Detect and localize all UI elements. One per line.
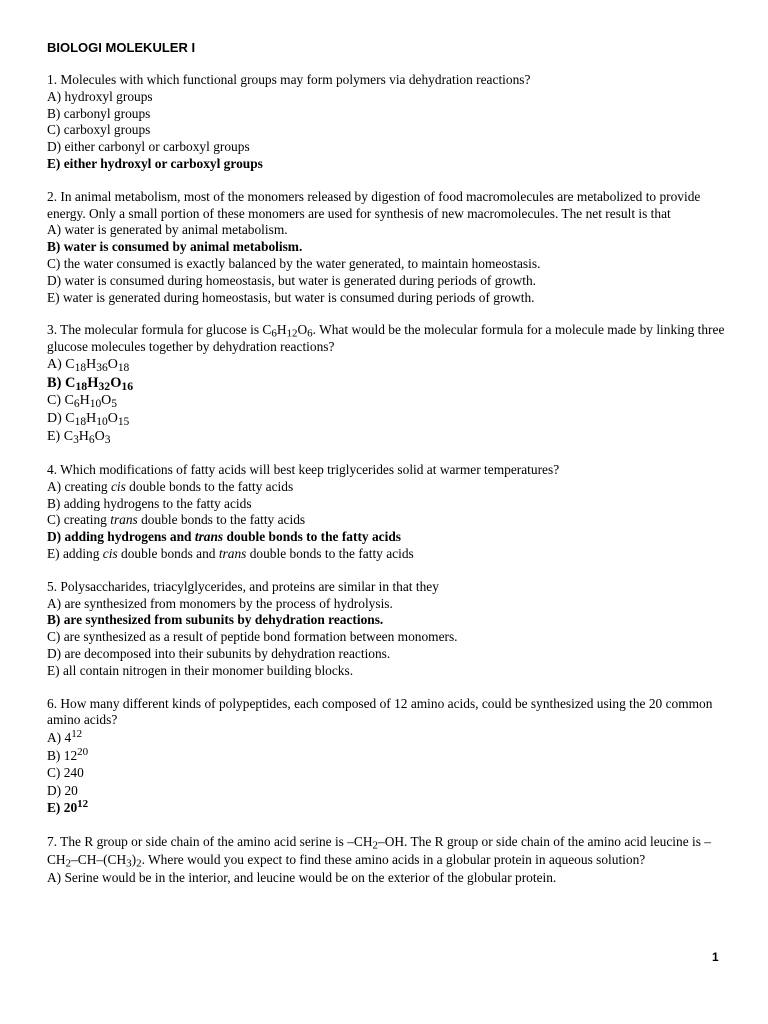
question-6 (47, 696, 737, 817)
q4-option-e: E) adding cis double bonds and trans double bonds to the fatty acids (47, 545, 414, 561)
q2-option-d: D) water is consumed during homeostasis, but water is generated during periods of growth. (47, 272, 537, 288)
question-1-text: 1. Molecules with which functional groups may form polymers via dehydration reactions? (47, 72, 531, 87)
question-5 (47, 579, 737, 680)
q4-option-c: C) creating trans double bonds to the fatty acids (47, 512, 306, 528)
question-2-text: 2. In animal metabolism, most of the monomers released by digestion of food macromolecules are metabolized to provide energy. Only a small portion of these monomers are used for synthesis of new macromolecules. The net result is that (47, 188, 701, 221)
question-7 (47, 833, 737, 887)
q6-option-b: B) $12^{20}$ (47, 745, 89, 763)
question-4 (47, 462, 737, 563)
q2-option-c: C) the water consumed is exactly balanced by the water generated, to maintain homeostasis. (47, 255, 541, 271)
question-2 (47, 189, 737, 307)
q3-option-b-answer: B) $C_{18}H_{32}O_{16}$ (47, 374, 134, 393)
q5-option-b-answer: B) are synthesized from subunits by dehydration reactions. (47, 612, 384, 628)
q2-option-a: A) water is generated by animal metabolism. (47, 222, 288, 238)
q3-option-d: D) $C_{18}H_{10}O_{15}$ (47, 410, 130, 428)
q4-option-b: B) adding hydrogens to the fatty acids (47, 495, 252, 511)
question-1 (47, 72, 737, 173)
document-page (47, 40, 737, 902)
q7-option-a: A) Serine would be in the interior, and leucine would be on the exterior of the globular protein. (47, 869, 557, 885)
question-7-text: 7. The R group or side chain of the amino acid serine is $-CH_2-OH$. The R group or side chain of the amino acid leucine is $-CH_2-CH-(CH_3)_2$. Where would you expect to find these amino acids in a globular protein in aqueous solution? (47, 833, 711, 870)
q3-option-e: E) $C_3H_6O_3$ (47, 428, 111, 446)
question-3 (47, 322, 737, 446)
q6-option-d: D) 20 (47, 782, 78, 798)
q2-option-b-answer: B) water is consumed by animal metabolism. (47, 239, 303, 255)
question-4-text: 4. Which modifications of fatty acids will best keep triglycerides solid at warmer temperatures? (47, 461, 560, 477)
q2-option-e: E) water is generated during homeostasis, but water is consumed during periods of growth. (47, 289, 535, 305)
q4-option-d-answer: D) adding hydrogens and trans double bonds to the fatty acids (47, 529, 401, 545)
question-6-text: 6. How many different kinds of polypeptides, each composed of 12 amino acids, could be synthesized using the 20 common amino acids? (47, 695, 713, 728)
q1-option-c: C) carboxyl groups (47, 122, 151, 138)
question-3-text: 3. The molecular formula for glucose is $C_6H_{12}O_6$. What would be the molecular formula for a molecule made by linking three glucose molecules together by dehydration reactions? (47, 322, 725, 355)
q6-option-e-answer: E) $20^{12}$ (47, 798, 89, 816)
q5-option-e: E) all contain nitrogen in their monomer building blocks. (47, 662, 354, 678)
q3-option-c: C) $C_6H_{10}O_5$ (47, 392, 118, 410)
q6-option-c: C) 240 (47, 765, 84, 781)
q1-option-a: A) hydroxyl groups (47, 88, 153, 104)
q5-option-d: D) are decomposed into their subunits by dehydration reactions. (47, 645, 391, 661)
q4-option-a: A) creating cis double bonds to the fatty acids (47, 478, 294, 494)
question-5-text: 5. Polysaccharides, triacylglycerides, and proteins are similar in that they (47, 578, 439, 594)
q6-option-a: A) $4^{12}$ (47, 728, 83, 746)
document-title: BIOLOGI MOLEKULER I (47, 40, 196, 55)
q1-option-b: B) carbonyl groups (47, 105, 151, 121)
q1-option-e-answer: E) either hydroxyl or carboxyl groups (47, 155, 263, 171)
page-number: 1 (712, 950, 719, 964)
q5-option-c: C) are synthesized as a result of peptide bond formation between monomers. (47, 629, 458, 645)
q3-option-a: A) $C_{18}H_{36}O_{18}$ (47, 356, 130, 374)
q1-option-d: D) either carbonyl or carboxyl groups (47, 139, 250, 155)
q5-option-a: A) are synthesized from monomers by the process of hydrolysis. (47, 595, 393, 611)
